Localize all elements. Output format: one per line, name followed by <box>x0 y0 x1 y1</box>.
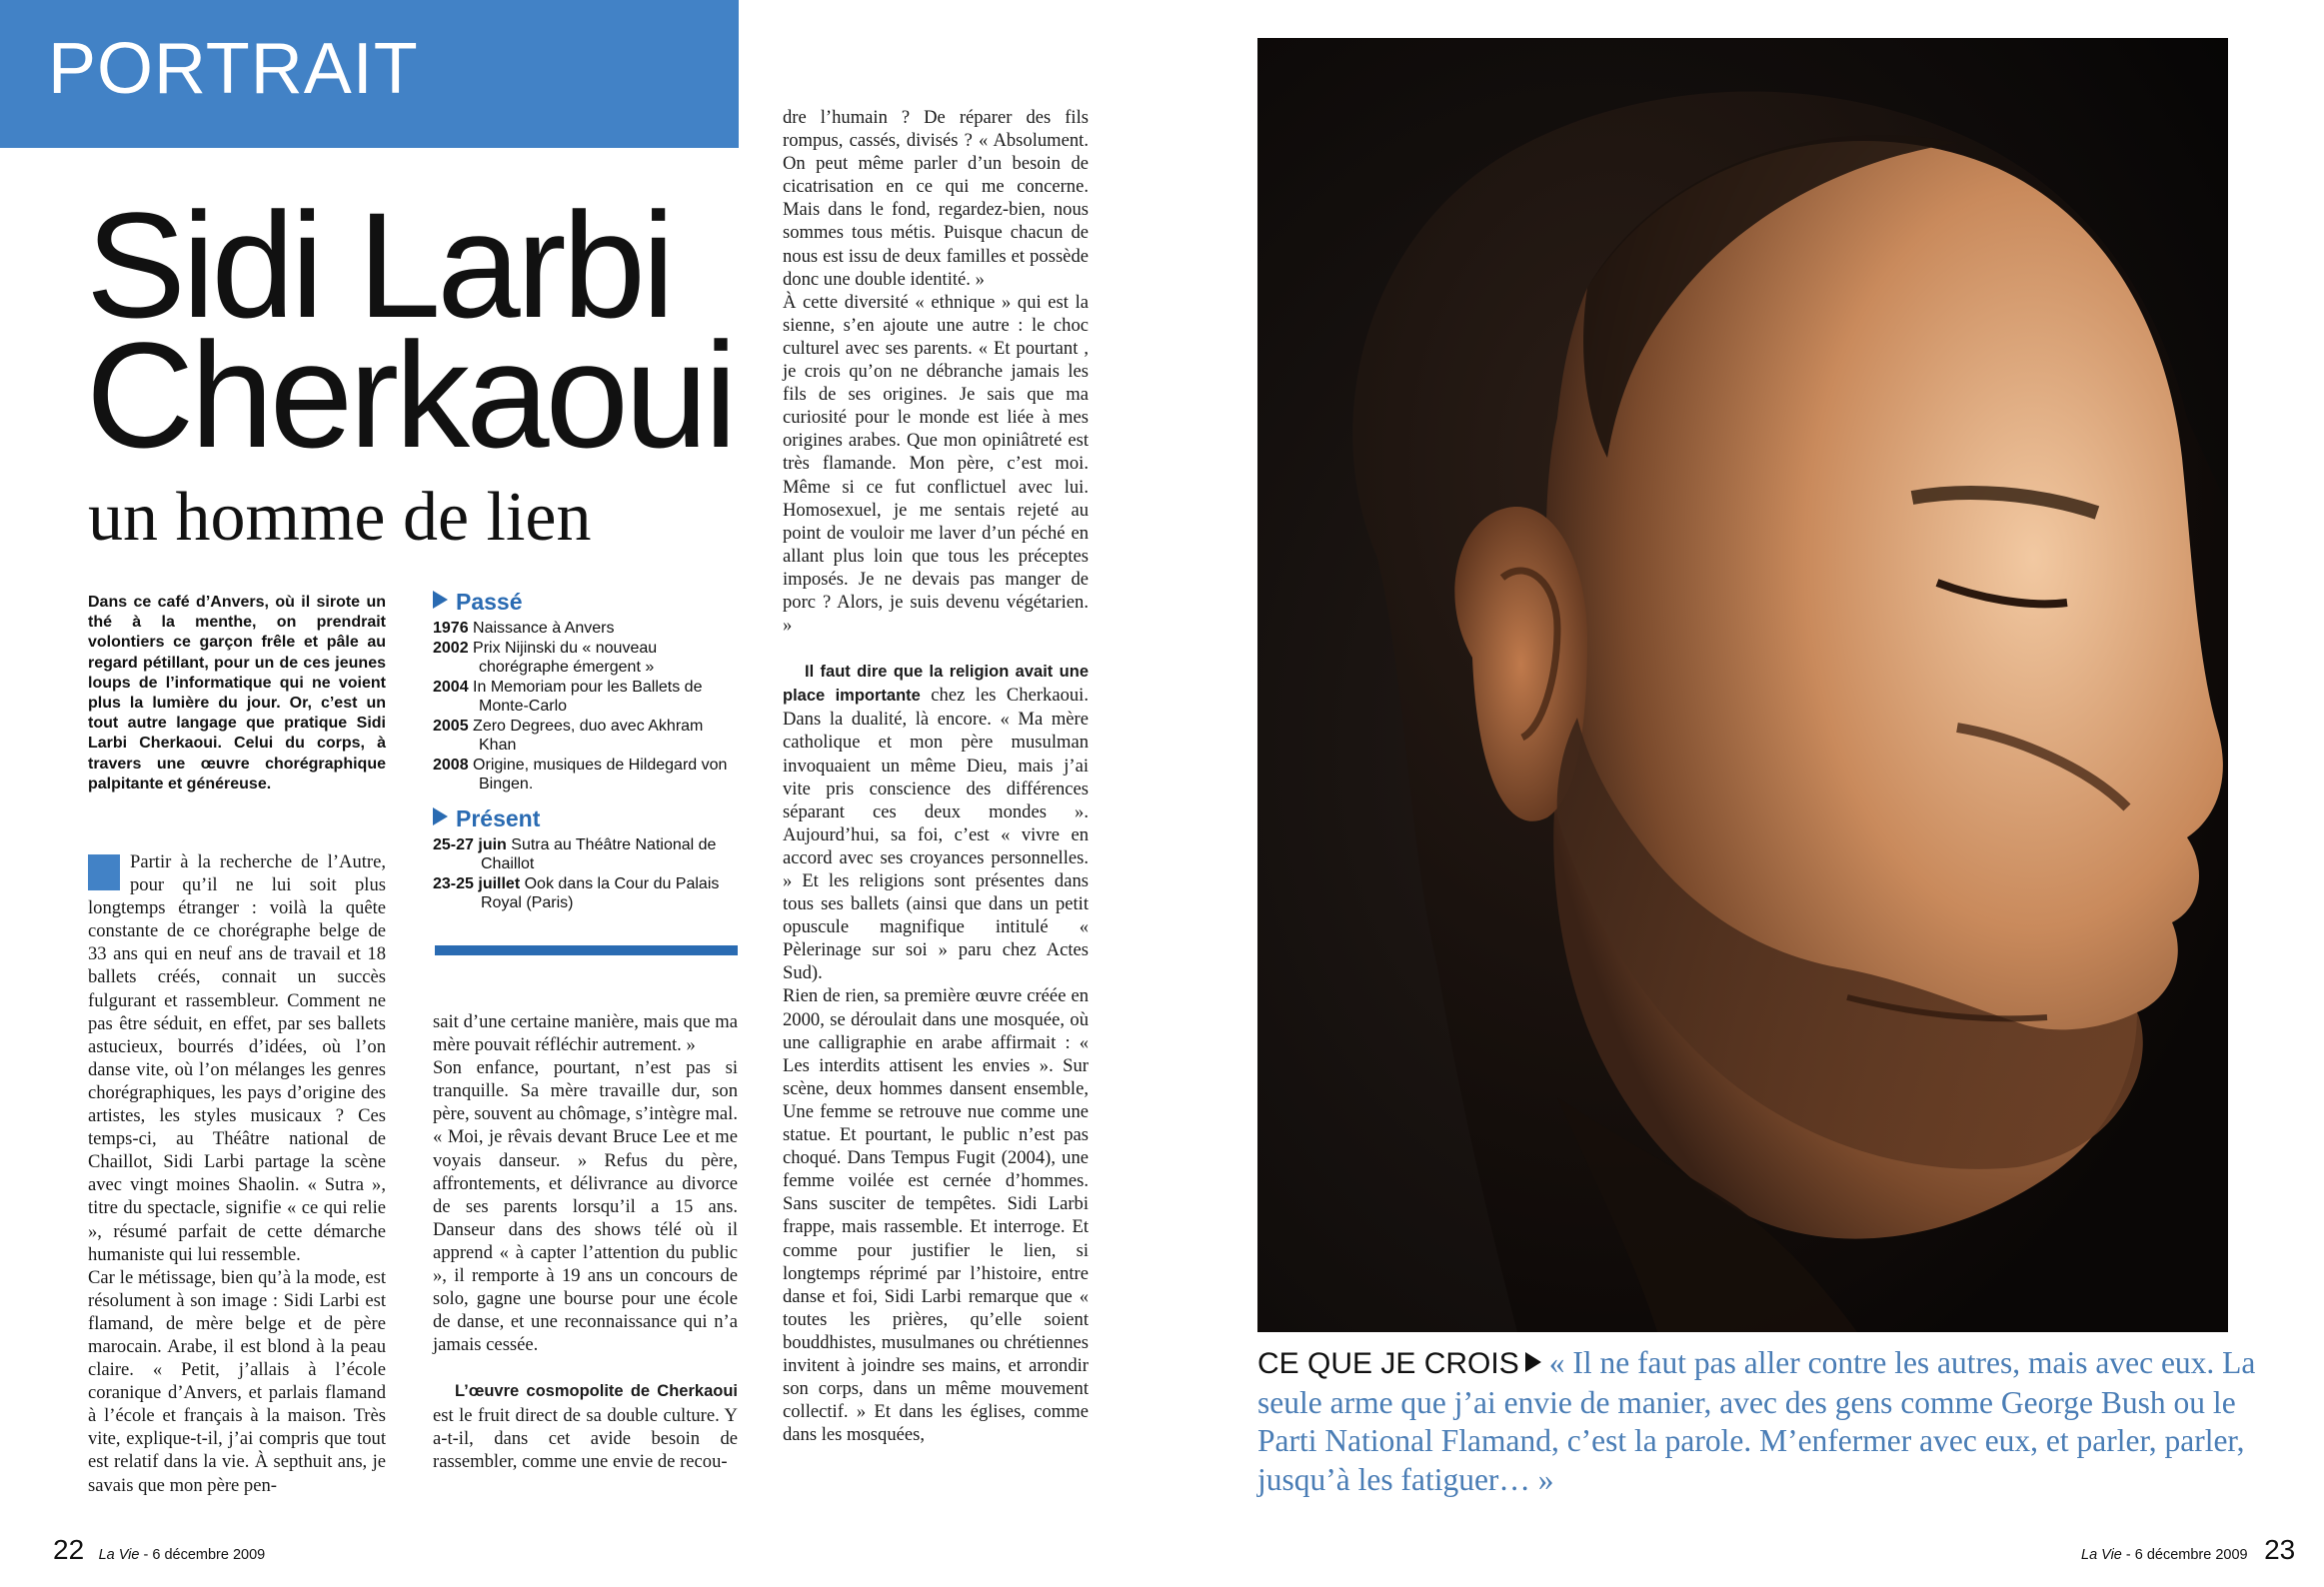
run-in-heading: L’œuvre cosmopolite de Cherkaoui <box>455 1382 738 1401</box>
body-paragraph: Rien de rien, sa première œuvre créée en 2000, se déroulait dans une mosquée, où une calligraphie en arabe affirmait : « Les interdits attisent les envies ». Sur scène, deux hommes dansent ensemble, Une femme se retrouve nue comme une statue. Et pourtant, le public n’est pas choqué. Dans Tempus Fugit (2004), une femme voilée est cernée d’hommes. Sans susciter de tempêtes. Sidi Larbi frappe, mais rassemble. Et interroge. Et comme pour justifier le lien, si longtemps réprimé par l’histoire, entre danse et foi, Sidi Larbi remarque que « toutes les prières, qu’elle soient bouddhistes, musulmanes ou chrétiennes invitent à joindre ses mains, et arrondir son corps, dans un même mouvement collectif. » Et dans les églises, comme dans les mosquées, <box>783 985 1089 1446</box>
portrait-photo <box>1257 38 2228 1332</box>
headline-first-name: Sidi Larbi <box>86 181 672 349</box>
triangle-icon <box>1525 1352 1541 1372</box>
pull-quote-label: CE QUE JE CROIS <box>1257 1347 1519 1380</box>
magazine-name: La Vie <box>2081 1547 2122 1563</box>
page-number: 22 <box>53 1534 85 1565</box>
timeline-item: 2008 Origine, musiques de Hildegard von Bingen. <box>433 756 728 793</box>
timeline-item: 1976 Naissance à Anvers <box>433 620 615 637</box>
issue-date: - 6 décembre 2009 <box>139 1547 266 1563</box>
timeline-item: 2002 Prix Nijinski du « nouveau chorégraphe émergent » <box>433 639 658 676</box>
run-in-heading: Il faut dire que la religion avait une place importante <box>783 663 1089 706</box>
headline-last-name: Cherkaoui <box>86 311 734 479</box>
timeline-item: 23-25 juillet Ook dans la Cour du Palais Royal (Paris) <box>433 874 720 911</box>
body-paragraph: sait d’une certaine manière, mais que ma mère pouvait réfléchir autrement. » <box>433 1011 738 1056</box>
timeline-divider <box>435 945 738 955</box>
magazine-name: La Vie <box>98 1547 140 1563</box>
body-paragraph: Son enfance, pourtant, n’est pas si tranquille. Sa mère travaille dur, son père, souvent au chômage, s’intègre mal. « Moi, je rêvais devant Bruce Lee et me voyais danseur. » Refus du père, affrontements, et délivrance au divorce de ses parents lorsqu’il a 15 ans. Danseur dans des shows télé où il apprend « à capter l’attention du public », il remporte à 19 ans un concours de solo, gagne une bourse pour une école de danse, et une reconnaissance qui n’a jamais cessée. <box>433 1057 738 1356</box>
body-paragraph: À cette diversité « ethnique » qui est la sienne, s’en ajoute une autre : le choc culturel avec ses parents. « Et pourtant , je crois qu’on ne débranche jamais les fils de ses origines. Je sais que ma curiosité pour le monde est liée à mes origines arabes. Que mon opiniâtreté est très flamande. Mon père, c’est moi. Même si ce fut conflictuel avec lui. Homosexuel, je me sentais rejeté au point de vouloir me laver d’un péché en allant plus loin que tous les préceptes imposés. Je ne devais pas manger de porc ? Alors, je suis devenu végétarien. » <box>783 291 1089 637</box>
timeline-box <box>433 588 738 913</box>
timeline-item: 2005 Zero Degrees, duo avec Akhram Khan <box>433 717 704 754</box>
body-paragraph: Partir à la recherche de l’Autre, pour qu’il ne lui soit plus longtemps étranger : voilà la quête constante de ce chorégraphe belge de 33 ans qui en neuf ans de travail et 18 ballets créés, connait un succès fulgurant et rassembleur. Comment ne pas être séduit, en effet, par ses ballets astucieux, bourrés d’idées, où l’on danse vite, où l’on mélanges les genres chorégraphiques, les pays d’origine des artistes, les styles musicaux ? Ces temps-ci, au Théâtre national de Chaillot, Sidi Larbi partage la scène avec vingt moines Shaolin. « Sutra », titre du spectacle, signifie « ce qui relie », résumé parfait de cette démarche humaniste qui lui ressemble. <box>88 851 386 1265</box>
folio-left <box>53 1534 265 1566</box>
drop-square-ornament <box>88 854 120 890</box>
timeline-present-heading: Présent <box>433 804 738 832</box>
body-paragraph: dre l’humain ? De réparer des fils rompus, cassés, divisés ? « Absolument. On peut même parler d’un besoin de cicatrisation en ce qui me concerne. Mais dans le fond, regardez-bien, nous sommes tous métis. Puisque chacun de nous est issu de deux familles et possède donc une double identité. » <box>783 107 1089 290</box>
timeline-item: 25-27 juin Sutra au Théâtre National de Chaillot <box>433 835 717 872</box>
triangle-icon <box>433 591 448 609</box>
article-column-1 <box>88 850 386 1497</box>
issue-date: - 6 décembre 2009 <box>2121 1547 2248 1563</box>
body-paragraph: L’œuvre cosmopolite de Cherkaoui est le fruit direct de sa double culture. Y a-t-il, dans cet avide besoin de rassembler, comme une envie de recou- <box>433 1382 738 1472</box>
body-paragraph: Car le métissage, bien qu’à la mode, est résolument à son image : Sidi Larbi est flamand, de mère belge et de père marocain. Arabe, il est blond à la peau claire. « Petit, j’allais à l’école coranique d’Anvers, et parlais flamand à l’école et français à la maison. Très vite, explique-t-il, j’ai compris que tout est relatif dans la vie. À septhuit ans, je savais que mon père pen- <box>88 1266 386 1496</box>
body-paragraph: Il faut dire que la religion avait une place importante chez les Cherkaoui. Dans la dualité, là encore. « Ma mère catholique et mon père musulman invoquaient un même Dieu, mais j’ai vite pris conscience des différences séparant ces deux mondes ». Aujourd’hui, sa foi, c’est « vivre en accord avec ses croyances personnelles. » Et les religions sont présentes dans tous ses ballets (ainsi que dans un petit opuscule magnifique intitulé « Pèlerinage sur soi » paru chez Actes Sud). <box>783 663 1089 984</box>
page-number: 23 <box>2264 1534 2296 1565</box>
lede-paragraph: Dans ce café d’Anvers, où il sirote un thé à la menthe, on prendrait volontiers ce garçon frêle et pâle au regard pétillant, pour un de ces jeunes loups de l’informatique qui ne voient plus la lumière du jour. Or, c’est un tout autre langage que pratique Sidi Larbi Cherkaoui. Celui du corps, à travers une œuvre chorégraphique palpitante et généreuse. <box>88 594 386 793</box>
pull-quote <box>1257 1344 2267 1499</box>
timeline-item: 2004 In Memoriam pour les Ballets de Monte-Carlo <box>433 678 703 715</box>
headline-subtitle: un homme de lien <box>88 479 592 556</box>
article-column-3 <box>783 106 1089 1446</box>
triangle-icon <box>433 807 448 825</box>
article-column-2 <box>433 1010 738 1473</box>
section-label: PORTRAIT <box>48 29 419 109</box>
timeline-past-heading: Passé <box>433 588 738 616</box>
pull-quote-text: « Il ne faut pas aller contre les autres, mais avec eux. La seule arme que j’ai envie de manier, avec des gens comme George Bush ou le Parti National Flamand, c’est la parole. M’enfermer avec eux, et parler, parler, jusqu’à les fatiguer… » <box>1257 1345 2256 1497</box>
folio-right <box>2081 1534 2295 1566</box>
